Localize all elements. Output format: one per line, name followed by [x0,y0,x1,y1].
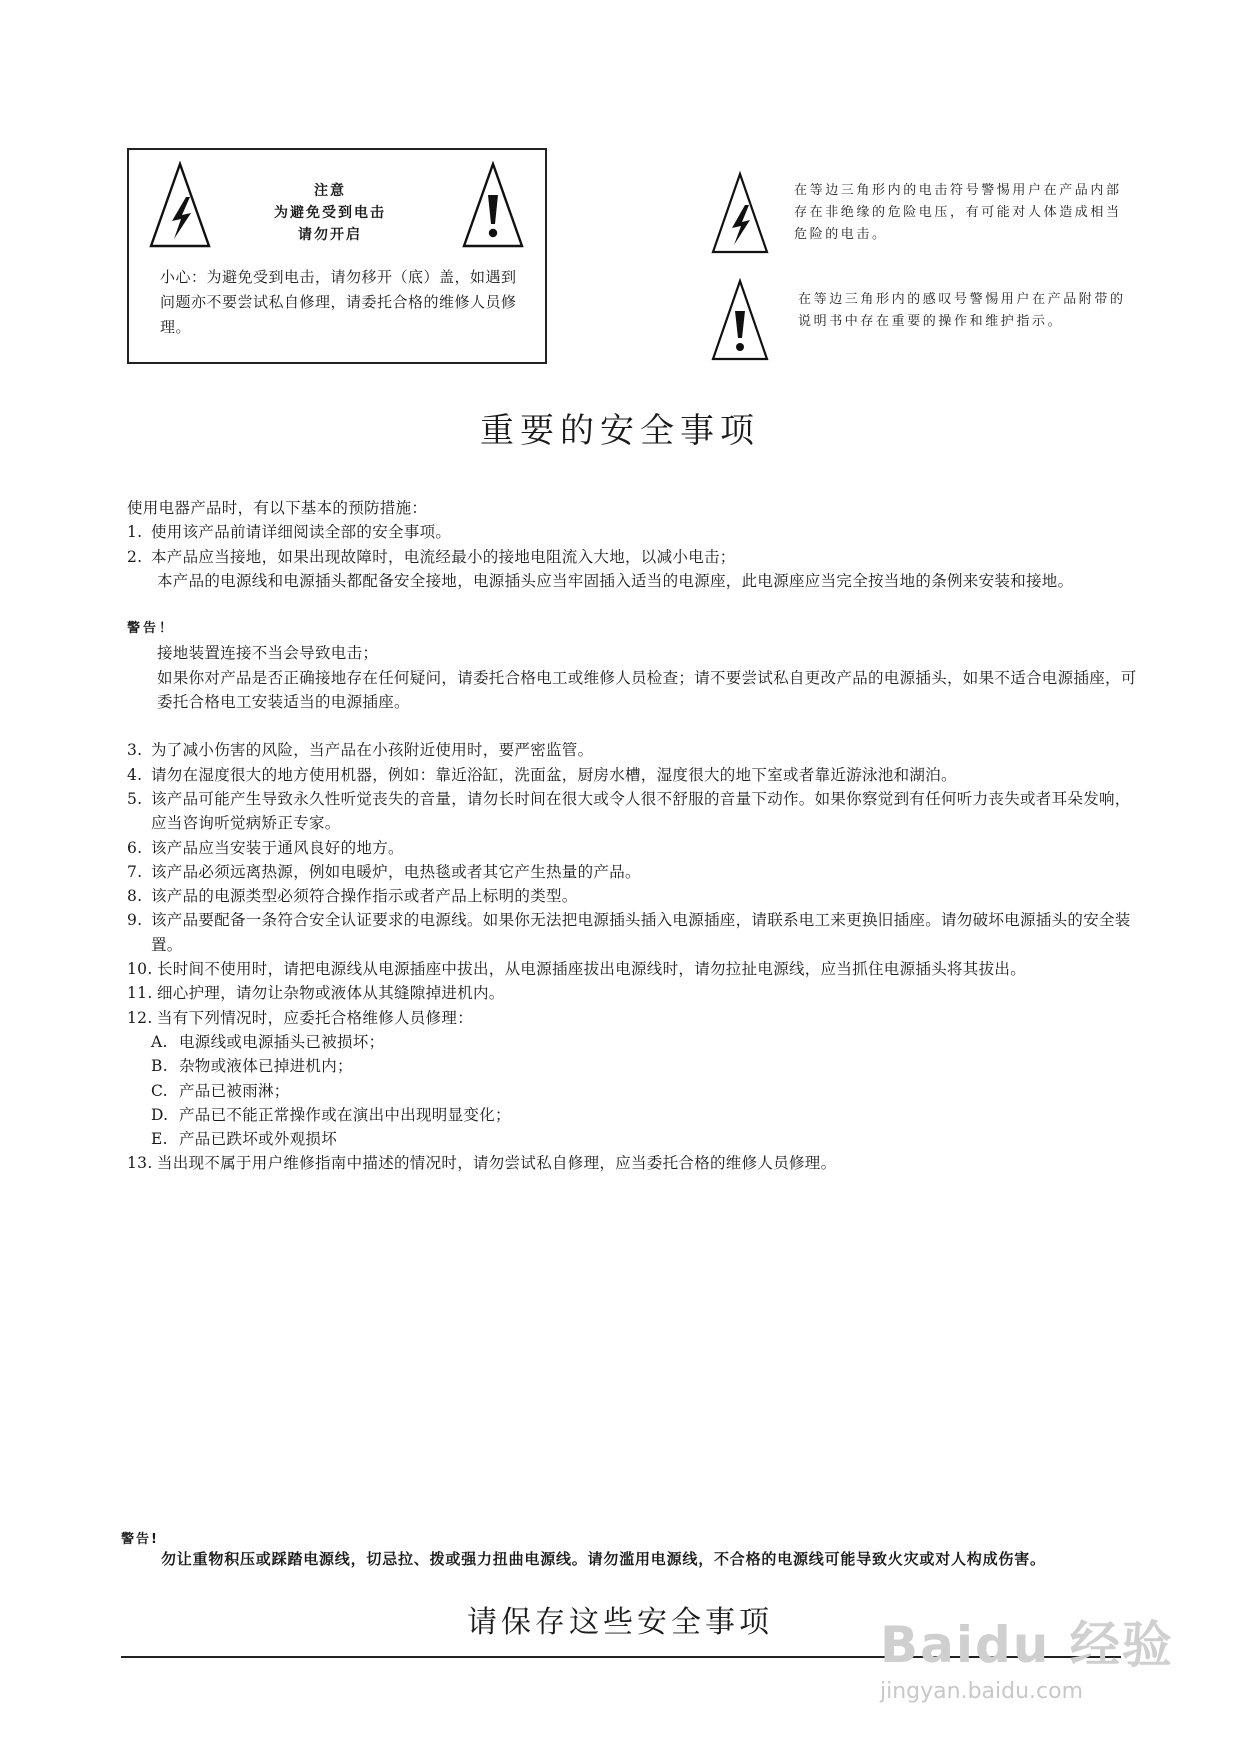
sub-item-text: 产品已跌坏或外观损坏 [179,1130,338,1149]
list-item [127,520,1137,544]
sub-list-item [127,1079,1137,1103]
list-item [127,763,1137,787]
caution-heading-line: 注意 [314,183,346,199]
lightning-symbol-icon [710,171,770,255]
item-text: 该产品的电源类型必须符合操作指示或者产品上标明的类型。 [151,887,578,906]
bottom-warning-text: 勿让重物积压或踩踏电源线，切忌拉、拨或强力扭曲电源线。请勿滥用电源线，不合格的电源线可能导致火灾或对人构成伤害。 [161,1550,1046,1568]
list-item [127,836,1137,860]
sub-item-text: 杂物或液体已掉进机内； [179,1057,353,1076]
intro-text: 使用电器产品时，有以下基本的预防措施： [127,499,428,517]
caution-heading-line: 请勿开启 [298,227,362,243]
list-item [127,860,1137,884]
item-text: 细心护理，请勿让杂物或液体从其缝隙掉进机内。 [157,984,505,1003]
list-item [127,545,1137,569]
footer-title: 请保存这些安全事项 [467,1605,773,1640]
sub-item-text: 电源线或电源插头已被损坏； [179,1032,385,1051]
item-text: 为了减小伤害的风险，当产品在小孩附近使用时，要严密监管。 [151,741,594,760]
bottom-warning-label: 警告! [121,1532,159,1547]
sub-list-item [127,1127,1137,1151]
watermark-logo: Baidu 经验 [880,1616,1174,1674]
item-number: 11. [127,984,153,1003]
item-number: 7. [127,862,143,881]
baidu-watermark [880,1605,1180,1715]
item-text: 长时间不使用时，请把电源线从电源插座中拔出，从电源插座拔出电源线时，请勿拉扯电源线，应当抓住电源插头将其拔出。 [157,960,1027,979]
item-number: 9. [127,911,143,930]
item-text: 请勿在湿度很大的地方使用机器，例如：靠近浴缸，洗面盆，厨房水槽，湿度很大的地下室或者靠近游泳池和湖泊。 [151,765,957,784]
lightning-warning-icon [148,161,212,249]
item-2-detail: 本产品的电源线和电源插头都配备安全接地，电源插头应当牢固插入适当的电源座，此电源座应当完全按当地的条例来安装和接地。 [157,571,1074,590]
list-item [127,981,1137,1005]
item-number: 5. [127,789,143,808]
item-number: 1. [127,523,143,542]
caution-heading [245,180,415,246]
item-number: 12. [127,1008,153,1027]
caution-body: 小心：为避免受到电击，请勿移开（底）盖，如遇到问题亦不要尝试私自修理，请委托合格的维修人员修理。 [160,268,517,336]
item-number: 8. [127,887,143,906]
exclamation-symbol-note: 在等边三角形内的感叹号警惕用户在产品附带的说明书中存在重要的操作和维护指示。 [798,292,1126,329]
warning-line: 接地装置连接不当会导致电击； [157,644,379,663]
item-text: 本产品应当接地，如果出现故障时，电流经最小的接地电阻流入大地，以减小电击； [151,547,736,566]
item-text: 该产品应当安装于通风良好的地方。 [151,838,404,857]
sub-list-item [127,1103,1137,1127]
sub-item-text: 产品已不能正常操作或在演出中出现明显变化； [179,1105,511,1124]
page-title: 重要的安全事项 [480,411,760,451]
warning-line: 如果你对产品是否正确接地存在任何疑问，请委托合格电工或维修人员检查；请不要尝试私自更改产品的电源插头，如果不适合电源插座，可委托合格电工安装适当的电源插座。 [157,668,1137,712]
sub-item-letter: A. [151,1032,168,1051]
list-item [127,908,1137,957]
sub-item-letter: D. [151,1105,169,1124]
sub-list-item [127,1030,1137,1054]
exclamation-symbol-icon [710,278,770,362]
item-number: 3. [127,741,143,760]
item-text: 使用该产品前请详细阅读全部的安全事项。 [151,523,452,542]
shock-symbol-note: 在等边三角形内的电击符号警惕用户在产品内部存在非绝缘的危险电压，有可能对人体造成相当危险的电击。 [794,183,1122,242]
list-item [127,1006,1137,1030]
list-item [127,957,1137,981]
watermark-url: jingyan.baidu.com [880,1679,1084,1704]
item-text: 当出现不属于用户维修指南中描述的情况时，请勿尝试私自修理，应当委托合格的维修人员修理。 [157,1154,837,1173]
item-number: 13. [127,1154,153,1173]
list-item [127,738,1137,762]
sub-item-text: 产品已被雨淋； [179,1081,290,1100]
item-text: 当有下列情况时，应委托合格维修人员修理： [157,1008,474,1027]
sub-item-letter: C. [151,1081,168,1100]
item-number: 2. [127,547,143,566]
sub-list-item [127,1054,1137,1078]
sub-item-letter: B. [151,1057,168,1076]
warning-label: 警告！ [127,621,176,637]
item-number: 10. [127,960,153,979]
item-number: 6. [127,838,143,857]
item-text: 该产品可能产生导致永久性听觉丧失的音量，请勿长时间在很大或令人很不舒服的音量下动作。如果你察觉到有任何听力丧失或者耳朵发响，应当咨询听觉病矫正专家。 [151,789,1131,833]
item-number: 4. [127,765,143,784]
caution-heading-line: 为避免受到电击 [274,205,386,221]
item-text: 该产品必须远离热源，例如电暖炉，电热毯或者其它产生热量的产品。 [151,862,641,881]
sub-item-letter: E. [151,1130,168,1149]
exclamation-warning-icon [461,161,525,249]
list-item [127,884,1137,908]
list-item [127,787,1137,836]
list-item [127,1151,1137,1175]
item-text: 该产品要配备一条符合安全认证要求的电源线。如果你无法把电源插头插入电源插座，请联系电工来更换旧插座。请勿破坏电源插头的安全装置。 [151,911,1131,954]
safety-instructions [127,496,1137,1176]
